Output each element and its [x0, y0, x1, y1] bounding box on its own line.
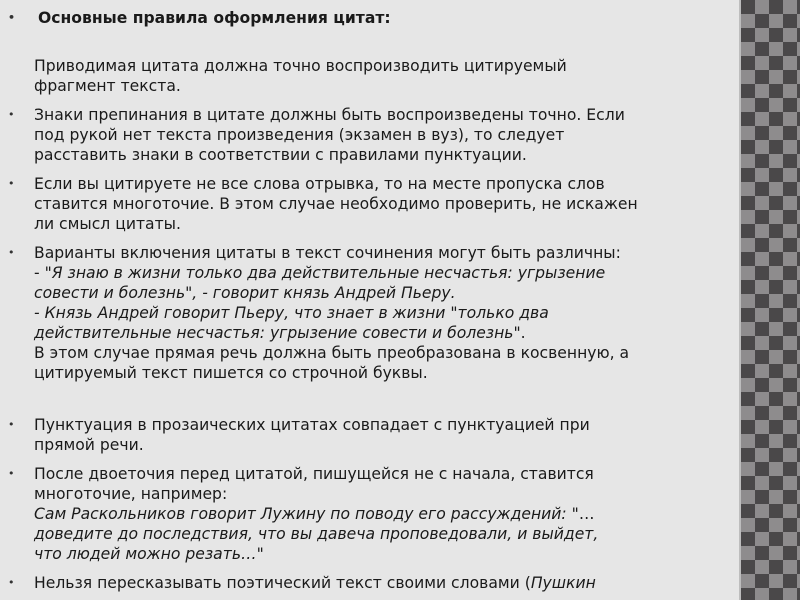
rule-ellipsis [8, 174, 738, 234]
bullet-icon: • [8, 246, 15, 259]
slide-title [8, 8, 738, 28]
rule-punctuation [8, 105, 738, 165]
bullet-icon: • [8, 467, 15, 480]
intro-line: фрагмент текста. [34, 77, 181, 95]
rule-line: Варианты включения цитаты в текст сочинения могут быть различны: [34, 244, 621, 262]
rule-prose-punctuation [8, 415, 738, 455]
bullet-icon: • [8, 418, 15, 431]
rule-variants [8, 243, 738, 383]
rule-colon-ellipsis [8, 464, 738, 564]
rule-italic: Пушкин [530, 574, 596, 592]
intro-paragraph [8, 56, 738, 96]
example-quote: что людей можно резать… [34, 545, 257, 563]
title-text: Основные правила оформления цитат: [38, 9, 391, 27]
example-quote: Я знаю в жизни только два действительные несчастья: угрызение [51, 264, 606, 282]
example-quote: действительные несчастья: угрызение совести и болезнь [34, 324, 514, 342]
example-prefix: - " [34, 264, 52, 282]
rule-line: Пунктуация в прозаических цитатах совпадает с пунктуацией при [34, 416, 590, 434]
rule-line: прямой речи. [34, 436, 144, 454]
example-line: - Князь Андрей говорит Пьеру, что знает в жизни "только два [34, 304, 549, 322]
rule-line: под рукой нет текста произведения (экзамен в вуз), то следует [34, 126, 565, 144]
example-line [34, 323, 738, 343]
bullet-icon: • [8, 11, 16, 24]
rule-line: В этом случае прямая речь должна быть преобразована в косвенную, а [34, 344, 630, 362]
rule-line [34, 573, 738, 593]
rule-line: ставится многоточие. В этом случае необходимо проверить, не искажен [34, 195, 638, 213]
example-line [34, 544, 738, 564]
example-line [34, 263, 738, 283]
example-suffix: ". [513, 324, 526, 342]
slide-content [8, 8, 738, 593]
example-suffix: " [256, 545, 264, 563]
decorative-pattern [741, 0, 800, 600]
intro-line: Приводимая цитата должна точно воспроизводить цитируемый [34, 57, 567, 75]
bullet-icon: • [8, 177, 15, 190]
bullet-icon: • [8, 108, 15, 121]
rule-line: Знаки препинания в цитате должны быть воспроизведены точно. Если [34, 106, 625, 124]
example-suffix: "… [566, 505, 595, 523]
example-line: совести и болезнь", - говорит князь Андрей Пьеру. [34, 284, 456, 302]
example-line: доведите до последствия, что вы давеча проповедовали, и выйдет, [34, 525, 599, 543]
rule-text: Нельзя пересказывать поэтический текст своими словами ( [34, 574, 531, 592]
example-line [34, 504, 738, 524]
rule-line: Если вы цитируете не все слова отрывка, то на месте пропуска слов [34, 175, 605, 193]
rule-line: ли смысл цитаты. [34, 215, 181, 233]
rule-poetry [8, 573, 738, 593]
rule-line: После двоеточия перед цитатой, пишущейся не с начала, ставится [34, 465, 594, 483]
rule-line: цитируемый текст пишется со строчной буквы. [34, 364, 428, 382]
bullet-icon: • [8, 576, 15, 589]
rule-line: расставить знаки в соответствии с правилами пунктуации. [34, 146, 527, 164]
rule-line: многоточие, например: [34, 485, 228, 503]
example-quote: Сам Раскольников говорит Лужину по поводу его рассуждений: [34, 505, 567, 523]
